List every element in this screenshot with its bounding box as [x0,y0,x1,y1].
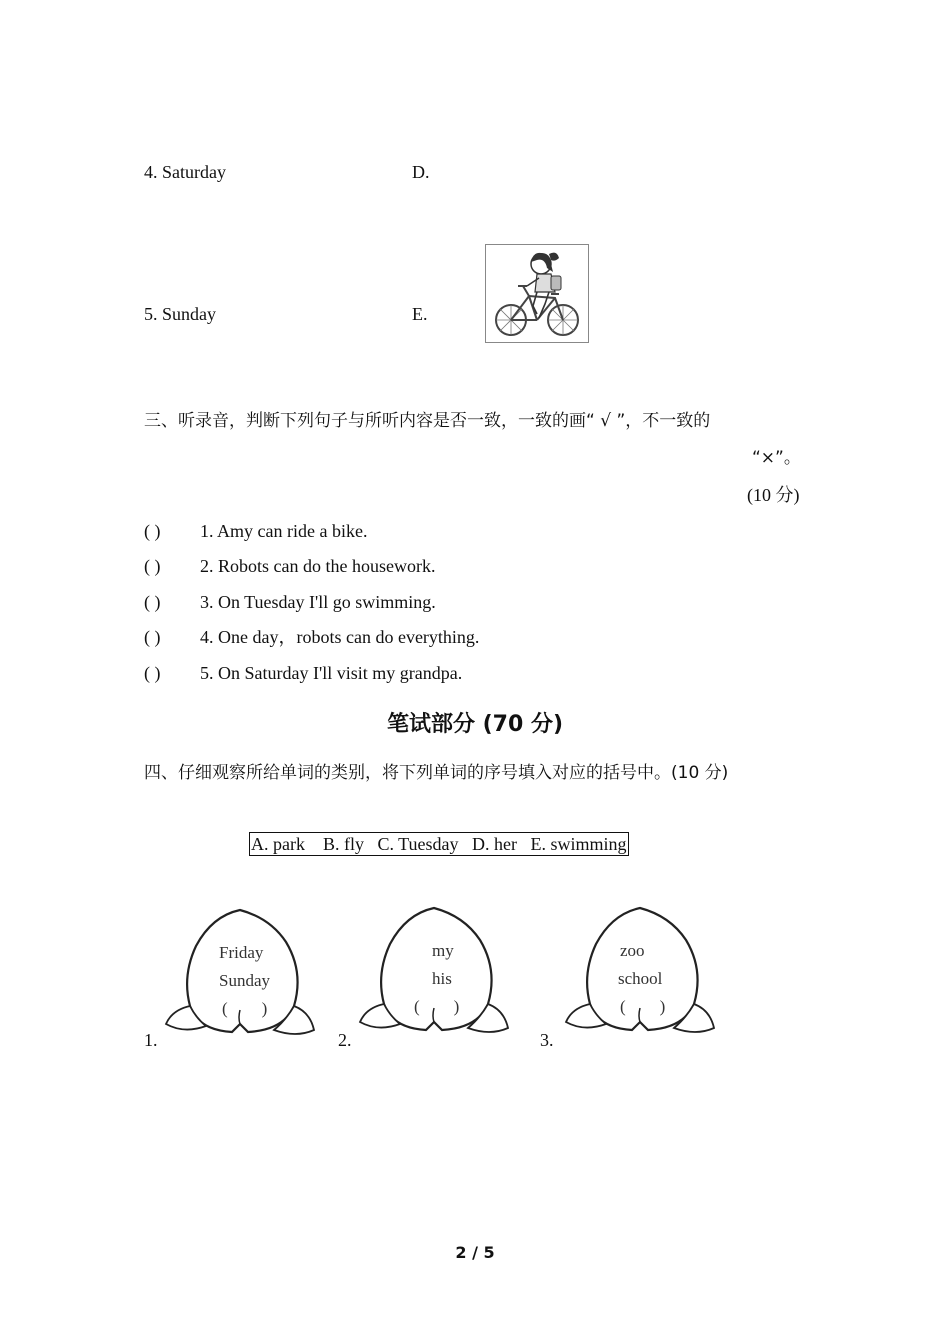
match-letter-d: D. [412,162,430,182]
section3-title: 三、听录音，判断下列句子与所听内容是否一致，一致的画“ √ ”，不一致的 [144,411,711,431]
peach-1-bracket[interactable]: ( ) [222,999,268,1018]
peach-2-word-1: my [432,941,454,960]
peach-2-bracket[interactable]: ( ) [414,997,460,1016]
peach-picture-1 [162,906,317,1046]
statement-5: 5. On Saturday I'll visit my grandpa. [200,663,463,683]
peach-3-word-1: zoo [620,941,645,960]
answer-bracket-3[interactable]: ( ) [144,592,161,612]
peach-number-1: 1. [144,1030,158,1050]
peach-3-bracket[interactable]: ( ) [620,997,666,1016]
peach-1-word-1: Friday [219,943,264,962]
peach-2-word-2: his [432,969,452,988]
answer-bracket-2[interactable]: ( ) [144,556,161,576]
statement-3: 3. On Tuesday I'll go swimming. [200,592,436,612]
statement-4: 4. One day，robots can do everything. [200,627,480,647]
word-bank-box: A. park B. fly C. Tuesday D. her E. swimming [251,834,627,854]
peach-picture-2 [356,904,511,1044]
peach-number-3: 3. [540,1030,554,1050]
answer-bracket-4[interactable]: ( ) [144,627,161,647]
match-letter-e: E. [412,304,428,324]
match-word-5: 5. Sunday [144,304,216,324]
peach-1-word-2: Sunday [219,971,270,990]
section3-score: (10 分) [747,485,800,505]
section3-title-cont: “×”。 [752,448,801,468]
girl-riding-bike-picture [485,244,589,343]
page-number: 2 / 5 [455,1243,495,1262]
answer-bracket-1[interactable]: ( ) [144,521,161,541]
written-part-title: 笔试部分 (70 分) [386,712,564,737]
peach-3-word-2: school [618,969,663,988]
match-word-4: 4. Saturday [144,162,226,182]
statement-1: 1. Amy can ride a bike. [200,521,368,541]
answer-bracket-5[interactable]: ( ) [144,663,161,683]
peach-number-2: 2. [338,1030,352,1050]
peach-picture-3 [562,904,717,1044]
section4-title: 四、仔细观察所给单词的类别，将下列单词的序号填入对应的括号中。(10 分) [144,763,729,783]
statement-2: 2. Robots can do the housework. [200,556,436,576]
